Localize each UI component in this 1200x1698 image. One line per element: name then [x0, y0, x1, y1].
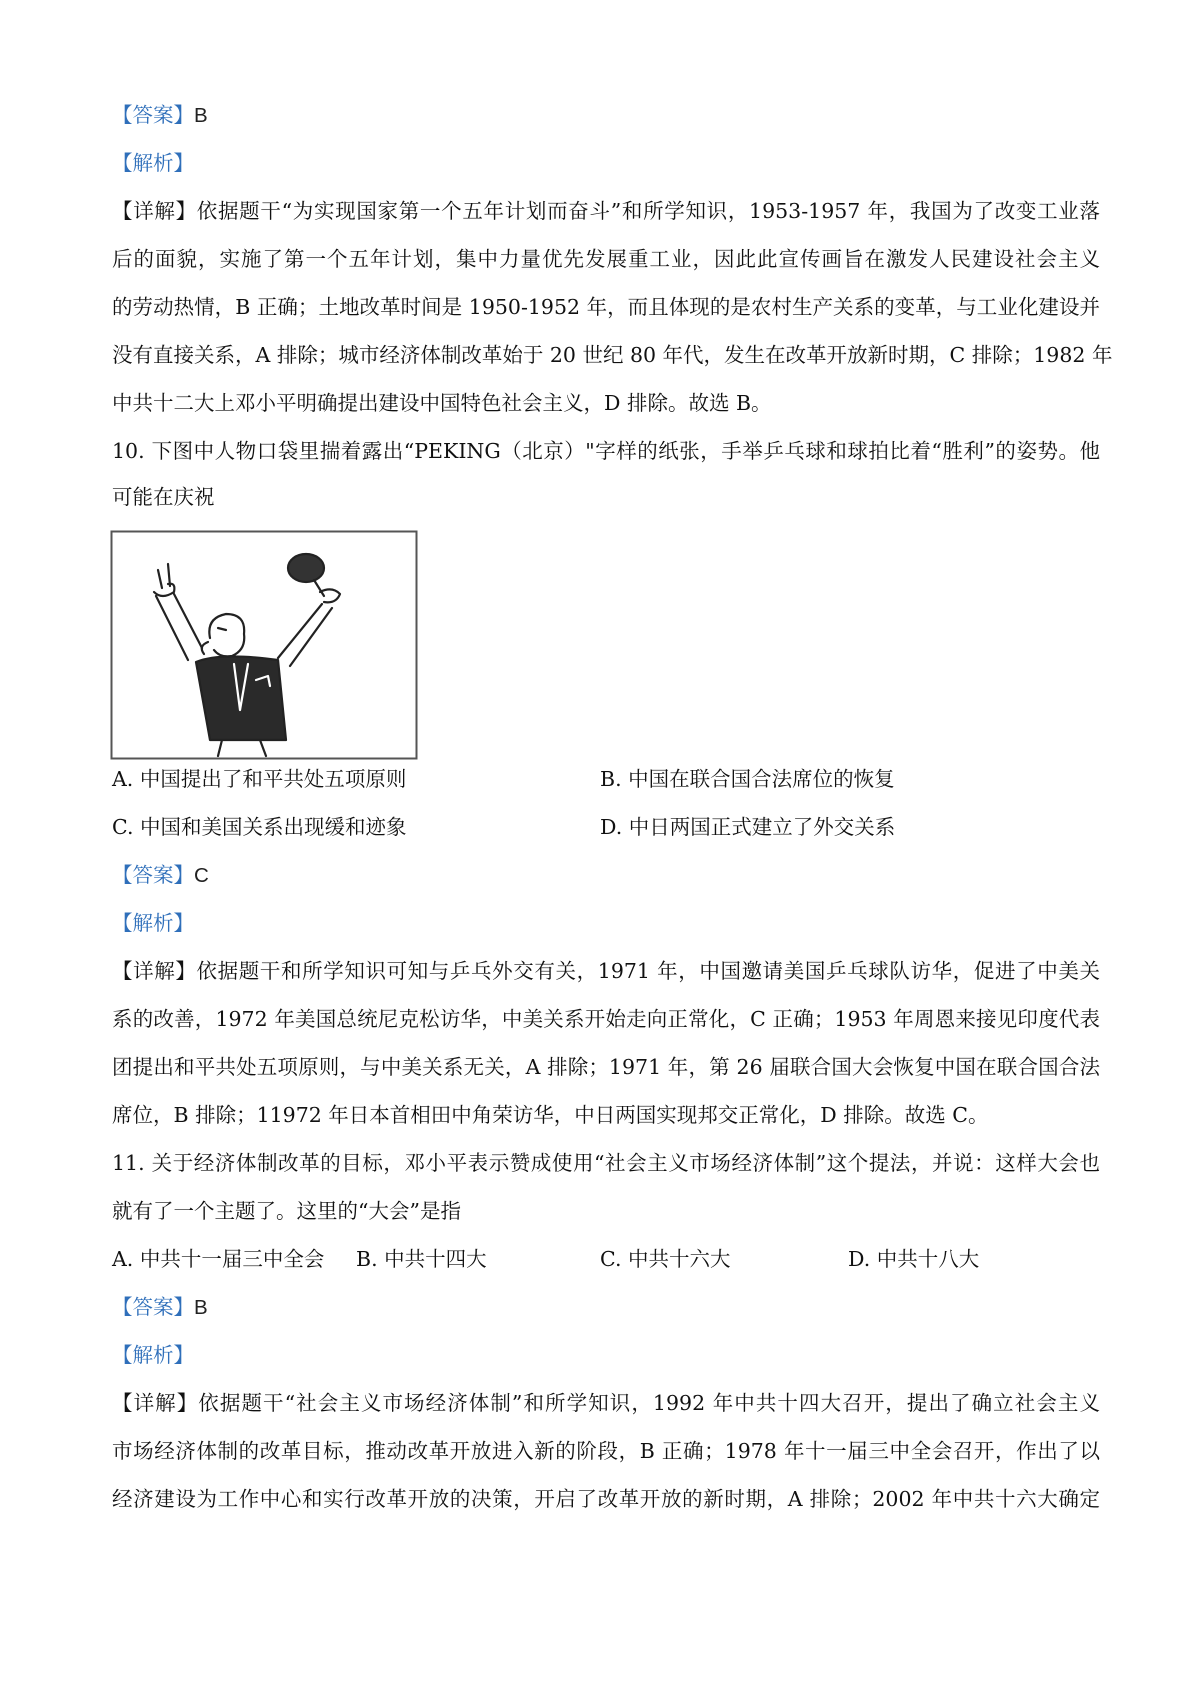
- answer-value: B: [194, 1296, 208, 1319]
- answer-value: C: [194, 864, 209, 887]
- q10-detail-line: 系的改善，1972 年美国总统尼克松访华，中美关系开始走向正常化，C 正确；1953 年周恩来接见印度代表: [112, 1007, 1100, 1031]
- q9-analysis-tag: 【解析】: [112, 151, 194, 175]
- q10-question-line: 10. 下图中人物口袋里揣着露出“PEKING（北京）"字样的纸张，手举乒乓球和球拍比着“胜利”的姿势。他: [112, 439, 1100, 463]
- q10-detail-line: 团提出和平共处五项原则，与中美关系无关，A 排除；1971 年，第 26 届联合国大会恢复中国在联合国合法: [112, 1055, 1100, 1079]
- q10-question-line: 可能在庆祝: [112, 485, 215, 509]
- q10-option-b: B. 中国在联合国合法席位的恢复: [600, 767, 895, 791]
- q11-option-d: D. 中共十八大: [848, 1247, 980, 1271]
- q9-detail-line: 中共十二大上邓小平明确提出建设中国特色社会主义，D 排除。故选 B。: [112, 391, 772, 415]
- q9-detail-line: 后的面貌，实施了第一个五年计划，集中力量优先发展重工业，因此此宣传画旨在激发人民建设社会主义: [112, 247, 1100, 271]
- q10-detail-line: 席位，B 排除；11972 年日本首相田中角荣访华，中日两国实现邦交正常化，D 排除。故选 C。: [112, 1103, 989, 1127]
- answer-tag: 【答案】: [112, 863, 194, 887]
- q9-answer: [112, 100, 208, 131]
- q10-analysis-tag: 【解析】: [112, 911, 194, 935]
- q11-detail-line: 【详解】依据题干“社会主义市场经济体制”和所学知识，1992 年中共十四大召开，提出了确立社会主义: [112, 1391, 1100, 1415]
- q9-detail-line: 【详解】依据题干“为实现国家第一个五年计划而奋斗”和所学知识，1953-1957 年，我国为了改变工业落: [112, 199, 1100, 223]
- answer-tag: 【答案】: [112, 1295, 194, 1319]
- q11-question-line: 就有了一个主题了。这里的“大会”是指: [112, 1199, 461, 1223]
- answer-value: B: [194, 104, 208, 127]
- q11-option-b: B. 中共十四大: [356, 1247, 487, 1271]
- q10-option-a: A. 中国提出了和平共处五项原则: [112, 767, 407, 791]
- q11-detail-line: 市场经济体制的改革目标，推动改革开放进入新的阶段，B 正确；1978 年十一届三中全会召开，作出了以: [112, 1439, 1100, 1463]
- q11-option-a: A. 中共十一届三中全会: [112, 1247, 325, 1271]
- q11-option-c: C. 中共十六大: [600, 1247, 731, 1271]
- q9-detail-line: 的劳动热情，B 正确；土地改革时间是 1950-1952 年，而且体现的是农村生产关系的变革，与工业化建设并: [112, 295, 1100, 319]
- q11-question-line: 11. 关于经济体制改革的目标，邓小平表示赞成使用“社会主义市场经济体制”这个提法，并说：这样大会也: [112, 1151, 1100, 1175]
- answer-tag: 【答案】: [112, 103, 194, 127]
- q10-detail-line: 【详解】依据题干和所学知识可知与乒乓外交有关，1971 年，中国邀请美国乒乓球队访华，促进了中美关: [112, 959, 1100, 983]
- q11-detail-line: 经济建设为工作中心和实行改革开放的决策，开启了改革开放的新时期，A 排除；2002 年中共十六大确定: [112, 1487, 1100, 1511]
- q10-cartoon-figure: [110, 530, 418, 760]
- q10-option-d: D. 中日两国正式建立了外交关系: [600, 815, 896, 839]
- q10-answer: [112, 860, 209, 891]
- q11-answer: [112, 1292, 208, 1323]
- cartoon-illustration: [110, 530, 418, 760]
- q9-detail-line: 没有直接关系，A 排除；城市经济体制改革始于 20 世纪 80 年代，发生在改革开放新时期，C 排除；1982 年: [112, 343, 1113, 367]
- q11-analysis-tag: 【解析】: [112, 1343, 194, 1367]
- q10-option-c: C. 中国和美国关系出现缓和迹象: [112, 815, 407, 839]
